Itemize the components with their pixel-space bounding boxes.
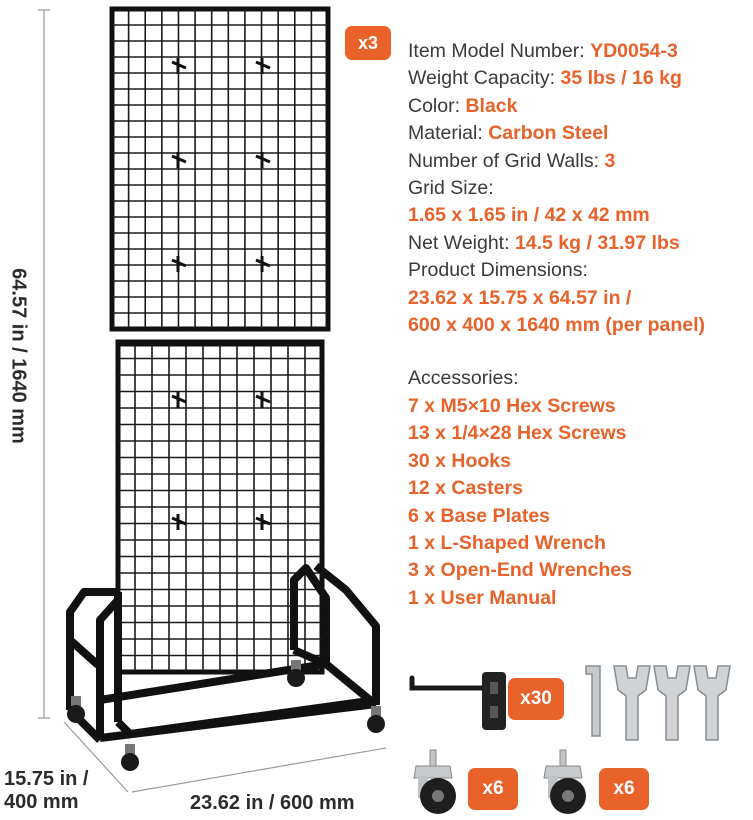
rack-base-frame xyxy=(70,566,376,740)
height-dimension-label: 64.57 in / 1640 mm xyxy=(7,268,30,444)
open-end-wrench-icon xyxy=(612,656,742,746)
accessory-item: 13 x 1/4×28 Hex Screws xyxy=(408,422,627,445)
spec-walls-value: 3 xyxy=(604,149,616,172)
accessory-item: 3 x Open-End Wrenches xyxy=(408,559,632,582)
spec-material-value: Carbon Steel xyxy=(488,122,609,145)
spec-model-label: Item Model Number: xyxy=(408,40,591,62)
spec-grid-value: 1.65 x 1.65 in / 42 x 42 mm xyxy=(408,204,650,227)
depth-dimension xyxy=(4,768,89,814)
width-dimension: 23.62 in / 600 mm xyxy=(190,792,355,814)
caster-count-badge: x6 xyxy=(468,768,518,810)
spec-dims-value-2: 600 x 400 x 1640 mm (per panel) xyxy=(408,314,706,337)
caster-count-badge: x6 xyxy=(599,768,649,810)
accessory-item: 1 x L-Shaped Wrench xyxy=(408,531,606,554)
l-shaped-wrench-icon xyxy=(580,660,610,740)
caster-wheel-icon xyxy=(536,748,596,818)
caster-wheel-icon xyxy=(406,748,466,818)
accessory-item: 7 x M5×10 Hex Screws xyxy=(408,394,616,417)
upper-grid-panel xyxy=(112,9,328,329)
spec-grid-label: Grid Size: xyxy=(408,177,494,200)
hook-icon xyxy=(408,664,508,734)
spec-capacity xyxy=(408,65,753,92)
spec-net xyxy=(408,230,753,257)
spec-net-value: 14.5 kg / 31.97 lbs xyxy=(514,231,680,254)
accessory-item: 30 x Hooks xyxy=(408,449,511,472)
depth-dimension-line2: 400 mm xyxy=(4,791,79,813)
panel-count-badge: x3 xyxy=(345,26,391,60)
spec-capacity-value: 35 lbs / 16 kg xyxy=(560,67,682,90)
spec-color xyxy=(408,93,753,120)
hook-count-badge: x30 xyxy=(508,678,564,720)
spec-dims-label: Product Dimensions: xyxy=(408,259,588,282)
spec-material-label: Material: xyxy=(408,122,489,145)
specifications xyxy=(408,38,753,612)
spec-net-label: Net Weight: xyxy=(408,231,515,254)
spec-walls xyxy=(408,148,753,175)
spec-dims-value-1: 23.62 x 15.75 x 64.57 in / xyxy=(408,286,632,309)
spec-color-value: Black xyxy=(465,94,518,117)
spec-model-value: YD0054-3 xyxy=(590,40,678,62)
depth-dimension-line1: 15.75 in / xyxy=(4,768,89,790)
spec-capacity-label: Weight Capacity: xyxy=(408,67,561,90)
accessories-label: Accessories: xyxy=(408,367,519,390)
spec-walls-label: Number of Grid Walls: xyxy=(408,149,605,172)
accessory-item: 1 x User Manual xyxy=(408,586,557,609)
accessory-item: 12 x Casters xyxy=(408,477,523,500)
spec-material xyxy=(408,120,753,147)
spec-color-label: Color: xyxy=(408,94,466,117)
spec-model xyxy=(408,38,753,65)
accessory-item: 6 x Base Plates xyxy=(408,504,551,527)
